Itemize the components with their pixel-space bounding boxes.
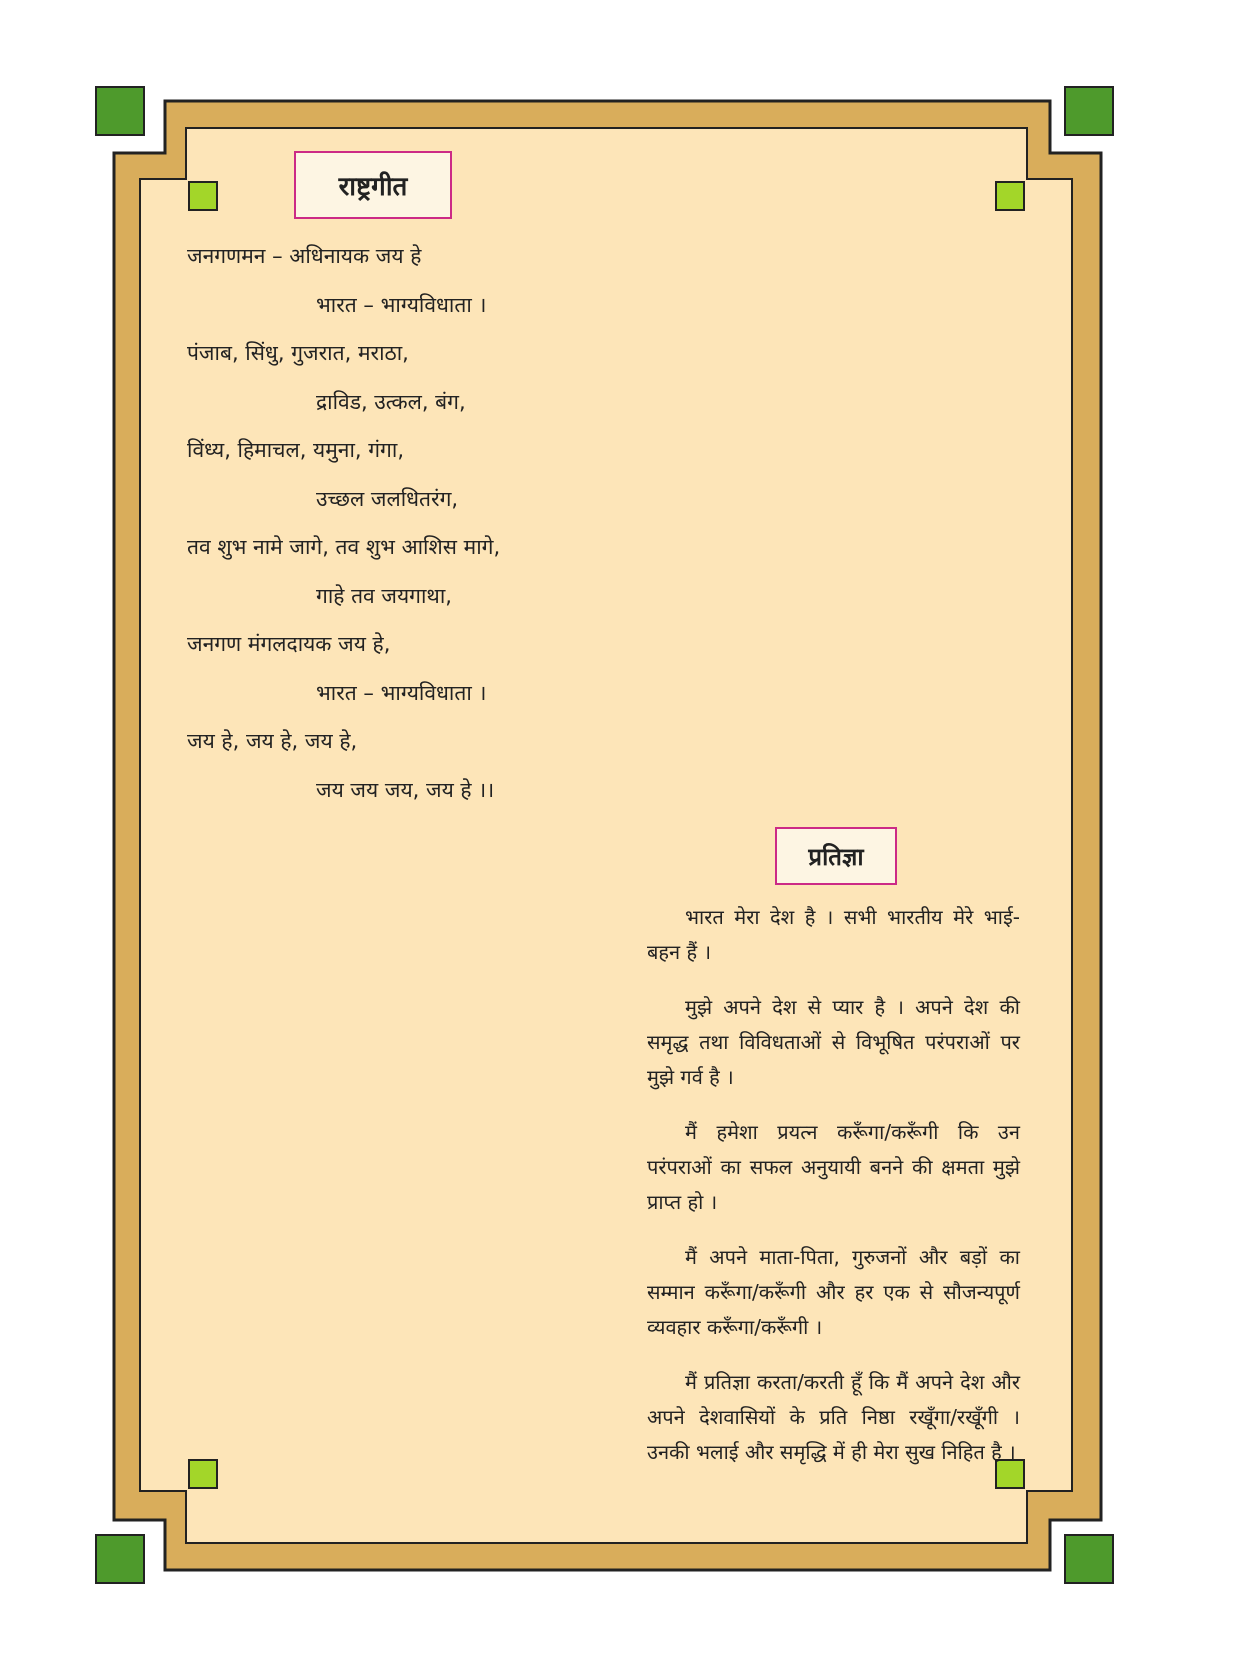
pledge-paragraphs bbox=[647, 900, 1020, 1490]
anthem-line: तव शुभ नामे जागे, तव शुभ आशिस मागे, bbox=[187, 535, 501, 559]
corner-square-top-right bbox=[1064, 86, 1114, 136]
anthem-line: गाहे तव जयगाथा, bbox=[316, 583, 452, 608]
pledge-paragraph: मैं अपने माता-पिता, गुरुजनों और बड़ों का सम्मान करूँगा/करूँगी और हर एक से सौजन्यपूर्ण व्यवहार करूँगा/करूँगी । bbox=[647, 1245, 1020, 1339]
pledge-paragraph: मैं प्रतिज्ञा करता/करती हूँ कि मैं अपने देश और अपने देशवासियों के प्रति निष्ठा रखूँगा/रखूँगी । उनकी भलाई और समृद्धि में ही मेरा सुख निहित है । bbox=[647, 1370, 1020, 1464]
anthem-line: उच्छल जलधितरंग, bbox=[316, 486, 459, 511]
pledge-paragraph: मुझे अपने देश से प्यार है । अपने देश की समृद्ध तथा विविधताओं से विभूषित परंपराओं पर मुझे गर्व है । bbox=[647, 995, 1020, 1089]
anthem-line: विंध्य, हिमाचल, यमुना, गंगा, bbox=[187, 438, 404, 462]
corner-square-bottom-right bbox=[1064, 1534, 1114, 1584]
inner-square-bottom-left bbox=[188, 1459, 218, 1489]
corner-square-bottom-left bbox=[95, 1534, 145, 1584]
anthem-lines bbox=[187, 232, 607, 814]
anthem-line: जय जय जय, जय हे ।। bbox=[316, 777, 495, 802]
corner-square-top-left bbox=[95, 86, 145, 136]
anthem-line: जनगणमन – अधिनायक जय हे bbox=[187, 244, 422, 268]
anthem-line: जय हे, जय हे, जय हे, bbox=[187, 729, 358, 753]
pledge-title: प्रतिज्ञा bbox=[775, 827, 897, 885]
anthem-line: द्राविड, उत्कल, बंग, bbox=[316, 389, 466, 414]
inner-square-top-left bbox=[188, 181, 218, 211]
anthem-line: जनगण मंगलदायक जय हे, bbox=[187, 632, 391, 656]
anthem-line: भारत – भाग्यविधाता । bbox=[316, 292, 487, 317]
anthem-title: राष्ट्रगीत bbox=[294, 151, 452, 219]
anthem-line: पंजाब, सिंधु, गुजरात, मराठा, bbox=[187, 341, 409, 365]
inner-square-top-right bbox=[995, 181, 1025, 211]
anthem-line: भारत – भाग्यविधाता । bbox=[316, 680, 487, 705]
pledge-paragraph: भारत मेरा देश है । सभी भारतीय मेरे भाई-बहन हैं । bbox=[647, 905, 1020, 964]
pledge-paragraph: मैं हमेशा प्रयत्न करूँगा/करूँगी कि उन परंपराओं का सफल अनुयायी बनने की क्षमता मुझे प्राप्त हो । bbox=[647, 1120, 1020, 1214]
